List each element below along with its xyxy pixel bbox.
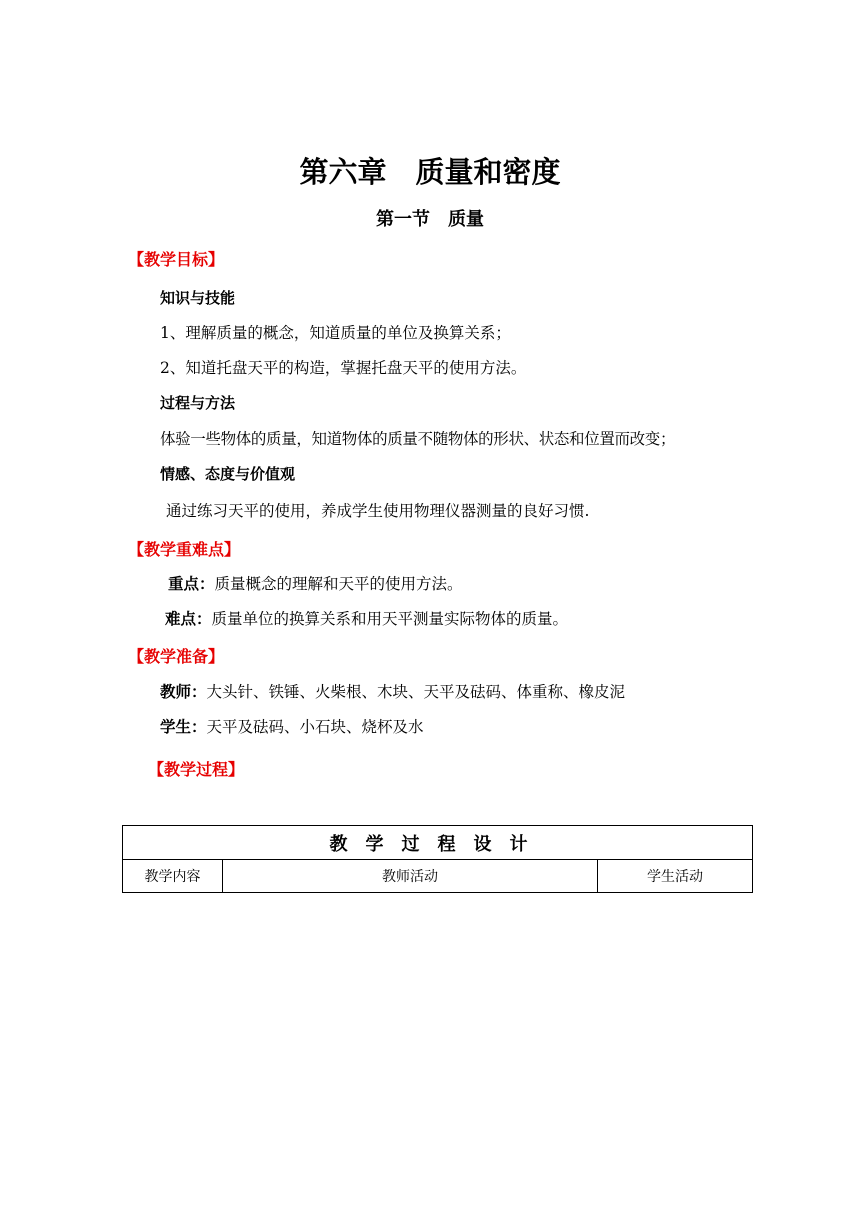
objectives-heading: 【教学目标】: [128, 250, 225, 269]
column-header-teacher: 教师活动: [223, 860, 598, 893]
column-header-student: 学生活动: [598, 860, 753, 893]
key-points-heading: 【教学重难点】: [128, 540, 241, 559]
emotion-attitude-text: 通过练习天平的使用，养成学生使用物理仪器测量的良好习惯.: [166, 502, 590, 520]
table-title: 教学过程设计: [123, 826, 753, 860]
section-title: 第一节 质量: [376, 209, 484, 230]
difficulty-text: 质量单位的换算关系和用天平测量实际物体的质量。: [211, 610, 569, 628]
preparation-heading: 【教学准备】: [128, 647, 225, 666]
emotion-attitude-title: 情感、态度与价值观: [160, 465, 296, 483]
knowledge-item: 1、理解质量的概念，知道质量的单位及换算关系；: [160, 324, 511, 342]
process-method-text: 体验一些物体的质量，知道物体的质量不随物体的形状、状态和位置而改变；: [160, 430, 676, 448]
teacher-text: 大头针、铁锤、火柴根、木块、天平及砝码、体重称、橡皮泥: [206, 683, 626, 701]
student-label: 学生：: [160, 718, 207, 736]
difficulty-label: 难点：: [165, 610, 212, 628]
chapter-title: 第六章 质量和密度: [299, 155, 561, 189]
focus-label: 重点：: [168, 575, 215, 593]
focus-text: 质量概念的理解和天平的使用方法。: [214, 575, 463, 593]
teacher-label: 教师：: [160, 683, 207, 701]
student-prep-line: [160, 715, 424, 737]
column-header-content: 教学内容: [123, 860, 223, 893]
knowledge-item: 2、知道托盘天平的构造，掌握托盘天平的使用方法。: [160, 359, 527, 377]
process-design-table: [122, 825, 753, 893]
process-method-title: 过程与方法: [160, 394, 236, 412]
difficulty-line: [165, 607, 568, 629]
knowledge-skills-title: 知识与技能: [160, 289, 236, 307]
student-text: 天平及砝码、小石块、烧杯及水: [206, 718, 424, 736]
focus-line: [168, 572, 463, 594]
process-heading: 【教学过程】: [148, 760, 245, 779]
teacher-prep-line: [160, 680, 625, 702]
